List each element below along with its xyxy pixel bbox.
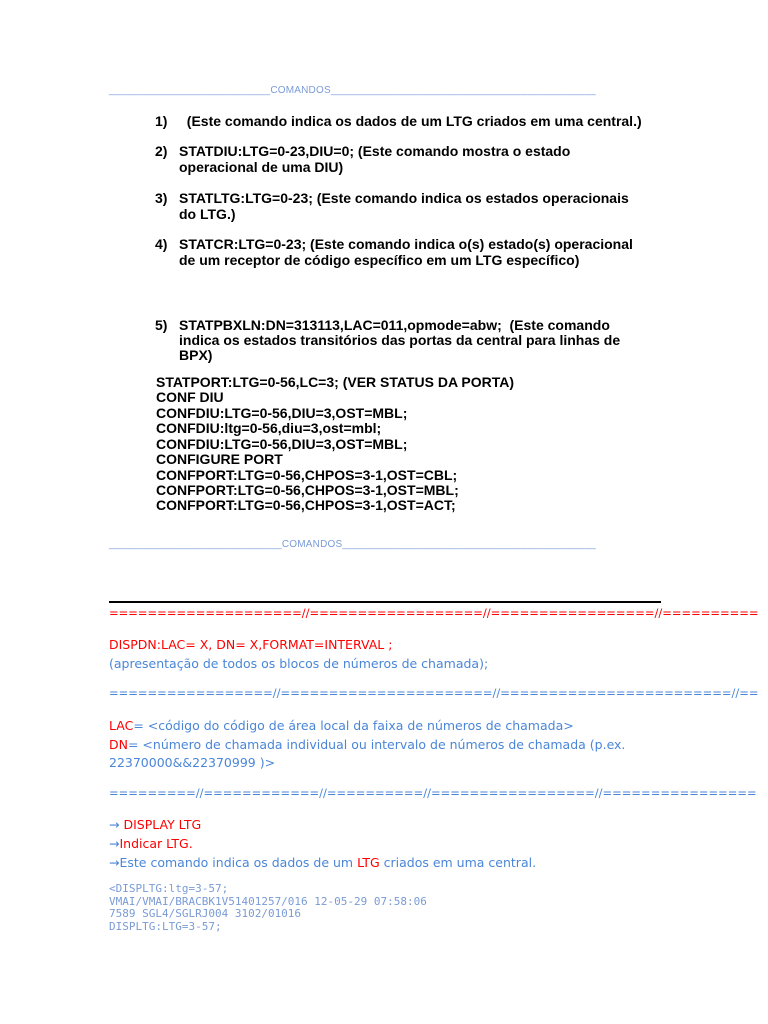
arrow-icon: → <box>109 817 120 832</box>
command-line: STATPORT:LTG=0-56,LC=3; (VER STATUS DA PORTA) <box>156 374 515 390</box>
top-separator: ____________________________COMANDOS______________________________________________ <box>109 85 596 96</box>
red-separator: ====================//==================//=================//========== <box>109 606 759 620</box>
item-number: 4) <box>155 236 168 252</box>
item-text-line: STATCR:LTG=0-23; (Este comando indica o(s) estado(s) operacional <box>179 236 633 252</box>
item-text-line: STATLTG:LTG=0-23; (Este comando indica os estados operacionais <box>179 190 629 206</box>
item-text-line: STATDIU:LTG=0-23,DIU=0; (Este comando mostra o estado <box>179 143 571 159</box>
item-number: 5) <box>155 317 168 333</box>
horizontal-rule <box>109 601 661 603</box>
command-line: CONFPORT:LTG=0-56,CHPOS=3-1,OST=CBL; <box>156 467 458 483</box>
ltg-description-pre: Este comando indica os dados de um <box>119 855 358 870</box>
indicar-ltg-text: Indicar LTG. <box>119 836 193 851</box>
dn-key: DN <box>109 737 128 752</box>
display-ltg-title: DISPLAY LTG <box>119 817 202 832</box>
blue-separator: =========//============//==========//=================//================ <box>109 786 757 800</box>
item-text-line: de um receptor de código específico em um LTG específico) <box>179 252 580 268</box>
command-line: CONFIGURE PORT <box>156 451 283 467</box>
item-number: 1) <box>155 113 168 129</box>
command-line: CONFPORT:LTG=0-56,CHPOS=3-1,OST=MBL; <box>156 482 459 498</box>
item-text-line: STATPBXLN:DN=313113,LAC=011,opmode=abw; (Este comando <box>179 317 610 333</box>
arrow-icon: → <box>109 855 120 870</box>
mono-output-line: 7589 SGL4/SGLRJ004 3102/01016 <box>109 907 302 920</box>
command-line: CONF DIU <box>156 389 224 405</box>
mono-output-line: DISPLTG:LTG=3-57; <box>109 920 222 933</box>
blue-separator: =================//======================//========================//== <box>109 686 759 700</box>
arrow-icon: → <box>109 836 120 851</box>
dn-param <box>109 735 625 754</box>
ltg-description-key: LTG <box>357 855 380 870</box>
ltg-description-post: criados em uma central. <box>379 855 537 870</box>
lac-key: LAC <box>109 718 134 733</box>
bottom-separator: ______________________________COMANDOS____________________________________________ <box>109 539 596 550</box>
command-line: CONFDIU:ltg=0-56,diu=3,ost=mbl; <box>156 420 382 436</box>
mono-output-line: VMAI/VMAI/BRACBK1V51401257/016 12-05-29 07:58:06 <box>109 895 427 908</box>
indicar-ltg-line <box>109 834 193 853</box>
item-text-line: BPX) <box>179 347 213 363</box>
ltg-description-line <box>109 853 536 872</box>
dn-text-continued: 22370000&&22370999 )> <box>109 755 276 770</box>
item-text-line: (Este comando indica os dados de um LTG criados em uma central.) <box>179 113 642 129</box>
mono-output-line: <DISPLTG:ltg=3-57; <box>109 882 229 895</box>
item-number: 2) <box>155 143 168 159</box>
dispdn-description: (apresentação de todos os blocos de números de chamada); <box>109 656 489 671</box>
command-line: CONFDIU:LTG=0-56,DIU=3,OST=MBL; <box>156 405 408 421</box>
item-text-line: indica os estados transitórios das portas da central para linhas de <box>179 332 621 348</box>
dispdn-command: DISPDN:LAC= X, DN= X,FORMAT=INTERVAL ; <box>109 637 393 652</box>
item-text-line: operacional de uma DIU) <box>179 159 344 175</box>
lac-param <box>109 716 574 735</box>
display-ltg-line <box>109 815 201 834</box>
command-line: CONFPORT:LTG=0-56,CHPOS=3-1,OST=ACT; <box>156 497 456 513</box>
command-line: CONFDIU:LTG=0-56,DIU=3,OST=MBL; <box>156 436 408 452</box>
dn-text: = <número de chamada individual ou intervalo de números de chamada (p.ex. <box>127 737 626 752</box>
item-number: 3) <box>155 190 168 206</box>
lac-text: = <código do código de área local da faixa de números de chamada> <box>133 718 574 733</box>
item-text-line: do LTG.) <box>179 206 236 222</box>
